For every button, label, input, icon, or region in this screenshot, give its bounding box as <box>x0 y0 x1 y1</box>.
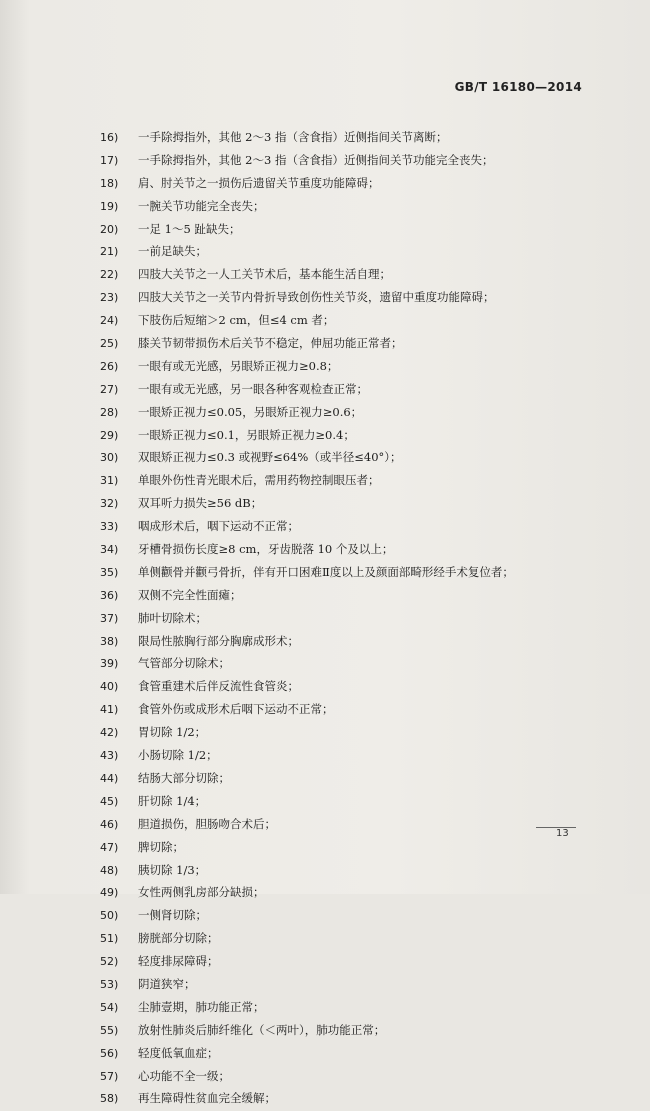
item-number: 30) <box>100 451 119 465</box>
list-item <box>100 332 600 355</box>
item-number: 21) <box>100 245 119 259</box>
item-number: 58) <box>100 1092 119 1106</box>
list-item <box>100 630 600 653</box>
list-item <box>100 652 600 675</box>
item-text: 一眼矫正视力≤0.05，另眼矫正视力≥0.6； <box>138 404 363 419</box>
item-number: 49) <box>100 886 119 900</box>
item-number: 50) <box>100 909 119 923</box>
list-item <box>100 469 600 492</box>
item-number: 25) <box>100 337 119 351</box>
item-text: 肩、肘关节之一损伤后遗留关节重度功能障碍； <box>138 175 380 190</box>
item-text: 尘肺壹期，肺功能正常； <box>138 999 265 1014</box>
list-item <box>100 355 600 378</box>
item-number: 18) <box>100 176 119 190</box>
item-number: 20) <box>100 222 119 236</box>
list-item <box>100 584 600 607</box>
item-text: 一前足缺失； <box>138 244 207 259</box>
item-text: 胃切除 1/2； <box>138 725 207 740</box>
list-item <box>100 240 600 263</box>
item-number: 31) <box>100 474 119 488</box>
list-item <box>100 1042 600 1065</box>
list-item <box>100 675 600 698</box>
list-item <box>100 286 600 309</box>
item-text: 一腕关节功能完全丧失； <box>138 198 265 213</box>
item-text: 单眼外伤性青光眼术后，需用药物控制眼压者； <box>138 473 380 488</box>
item-text: 牙槽骨损伤长度≥8 cm，牙齿脱落 10 个及以上； <box>138 542 394 557</box>
item-text: 阴道狭窄； <box>138 976 196 991</box>
list-item <box>100 126 600 149</box>
list-item <box>100 172 600 195</box>
item-number: 54) <box>100 1000 119 1014</box>
item-text: 再生障碍性贫血完全缓解； <box>138 1091 276 1106</box>
list-item <box>100 813 600 836</box>
disability-item-list <box>100 126 600 1110</box>
item-number: 38) <box>100 634 119 648</box>
item-text: 下肢伤后短缩＞2 cm，但≤4 cm 者； <box>138 313 335 328</box>
item-text: 肺叶切除术； <box>138 610 207 625</box>
item-number: 48) <box>100 863 119 877</box>
item-text: 结肠大部分切除； <box>138 770 230 785</box>
item-number: 22) <box>100 268 119 282</box>
page-number: 13 <box>556 828 569 839</box>
item-number: 19) <box>100 199 119 213</box>
item-number: 17) <box>100 153 119 167</box>
list-item <box>100 378 600 401</box>
item-text: 膀胱部分切除； <box>138 931 219 946</box>
item-text: 四肢大关节之一关节内骨折导致创伤性关节炎，遗留中重度功能障碍； <box>138 290 495 305</box>
item-number: 52) <box>100 955 119 969</box>
item-number: 37) <box>100 611 119 625</box>
list-item <box>100 607 600 630</box>
item-text: 一手除拇指外，其他 2～3 指（含食指）近侧指间关节功能完全丧失； <box>138 152 494 167</box>
item-text: 一足 1～5 趾缺失； <box>138 221 241 236</box>
list-item <box>100 1087 600 1110</box>
item-text: 四肢大关节之一人工关节术后，基本能生活自理； <box>138 267 391 282</box>
item-text: 咽成形术后，咽下运动不正常； <box>138 519 299 534</box>
item-number: 51) <box>100 932 119 946</box>
item-text: 一眼有或无光感，另眼矫正视力≥0.8； <box>138 358 339 373</box>
item-text: 一眼有或无光感，另一眼各种客观检查正常； <box>138 381 368 396</box>
item-number: 55) <box>100 1023 119 1037</box>
item-number: 33) <box>100 520 119 534</box>
item-number: 28) <box>100 405 119 419</box>
item-number: 57) <box>100 1069 119 1083</box>
item-text: 胰切除 1/3； <box>138 862 207 877</box>
item-number: 41) <box>100 703 119 717</box>
list-item <box>100 950 600 973</box>
item-number: 47) <box>100 840 119 854</box>
item-text: 双眼矫正视力≤0.3 或视野≤64%（或半径≤40°）； <box>138 450 402 465</box>
item-text: 轻度排尿障碍； <box>138 954 219 969</box>
item-number: 16) <box>100 131 119 144</box>
list-item <box>100 218 600 241</box>
item-number: 43) <box>100 749 119 763</box>
list-item <box>100 996 600 1019</box>
item-number: 40) <box>100 680 119 694</box>
item-number: 39) <box>100 657 119 671</box>
list-item <box>100 698 600 721</box>
item-text: 食管外伤或成形术后咽下运动不正常； <box>138 702 334 717</box>
list-item <box>100 515 600 538</box>
list-item <box>100 881 600 904</box>
list-item <box>100 424 600 447</box>
item-number: 34) <box>100 543 119 557</box>
item-number: 46) <box>100 817 119 831</box>
list-item <box>100 561 600 584</box>
list-item <box>100 790 600 813</box>
list-item <box>100 309 600 332</box>
list-item <box>100 859 600 882</box>
item-text: 食管重建术后伴反流性食管炎； <box>138 679 299 694</box>
list-item <box>100 149 600 172</box>
list-item <box>100 1065 600 1088</box>
item-number: 26) <box>100 359 119 373</box>
item-text: 放射性肺炎后肺纤维化（＜两叶），肺功能正常； <box>138 1022 386 1037</box>
list-item <box>100 195 600 218</box>
item-text: 双耳听力损失≥56 dB； <box>138 496 263 511</box>
item-text: 肝切除 1/4； <box>138 793 207 808</box>
item-text: 一眼矫正视力≤0.1，另眼矫正视力≥0.4； <box>138 427 355 442</box>
list-item <box>100 836 600 859</box>
item-text: 脾切除； <box>138 839 184 854</box>
item-text: 胆道损伤，胆肠吻合术后； <box>138 816 276 831</box>
item-text: 小肠切除 1/2； <box>138 748 218 763</box>
list-item <box>100 446 600 469</box>
list-item <box>100 927 600 950</box>
item-number: 24) <box>100 314 119 328</box>
item-number: 53) <box>100 977 119 991</box>
item-text: 气管部分切除术； <box>138 656 230 671</box>
item-number: 29) <box>100 428 119 442</box>
standard-code: GB/T 16180—2014 <box>454 80 582 94</box>
item-text: 一侧肾切除； <box>138 908 207 923</box>
list-item <box>100 973 600 996</box>
list-item <box>100 767 600 790</box>
item-text: 一手除拇指外，其他 2～3 指（含食指）近侧指间关节离断； <box>138 130 448 144</box>
item-text: 女性两侧乳房部分缺损； <box>138 885 265 900</box>
item-number: 44) <box>100 771 119 785</box>
item-text: 轻度低氧血症； <box>138 1045 219 1060</box>
list-item <box>100 401 600 424</box>
list-item <box>100 492 600 515</box>
item-number: 35) <box>100 565 119 579</box>
list-item <box>100 1019 600 1042</box>
list-item <box>100 263 600 286</box>
item-number: 45) <box>100 794 119 808</box>
item-number: 32) <box>100 497 119 511</box>
item-number: 36) <box>100 588 119 602</box>
list-item <box>100 538 600 561</box>
list-item <box>100 721 600 744</box>
list-item <box>100 744 600 767</box>
item-number: 42) <box>100 726 119 740</box>
item-text: 单侧颧骨并颧弓骨折，伴有开口困难Ⅱ度以上及颜面部畸形经手术复位者； <box>138 564 514 579</box>
item-text: 心功能不全一级； <box>138 1068 230 1083</box>
list-item <box>100 904 600 927</box>
item-text: 限局性脓胸行部分胸廓成形术； <box>138 633 299 648</box>
item-number: 27) <box>100 382 119 396</box>
item-text: 膝关节韧带损伤术后关节不稳定，伸屈功能正常者； <box>138 336 403 351</box>
item-number: 56) <box>100 1046 119 1060</box>
item-number: 23) <box>100 291 119 305</box>
item-text: 双侧不完全性面瘫； <box>138 587 242 602</box>
